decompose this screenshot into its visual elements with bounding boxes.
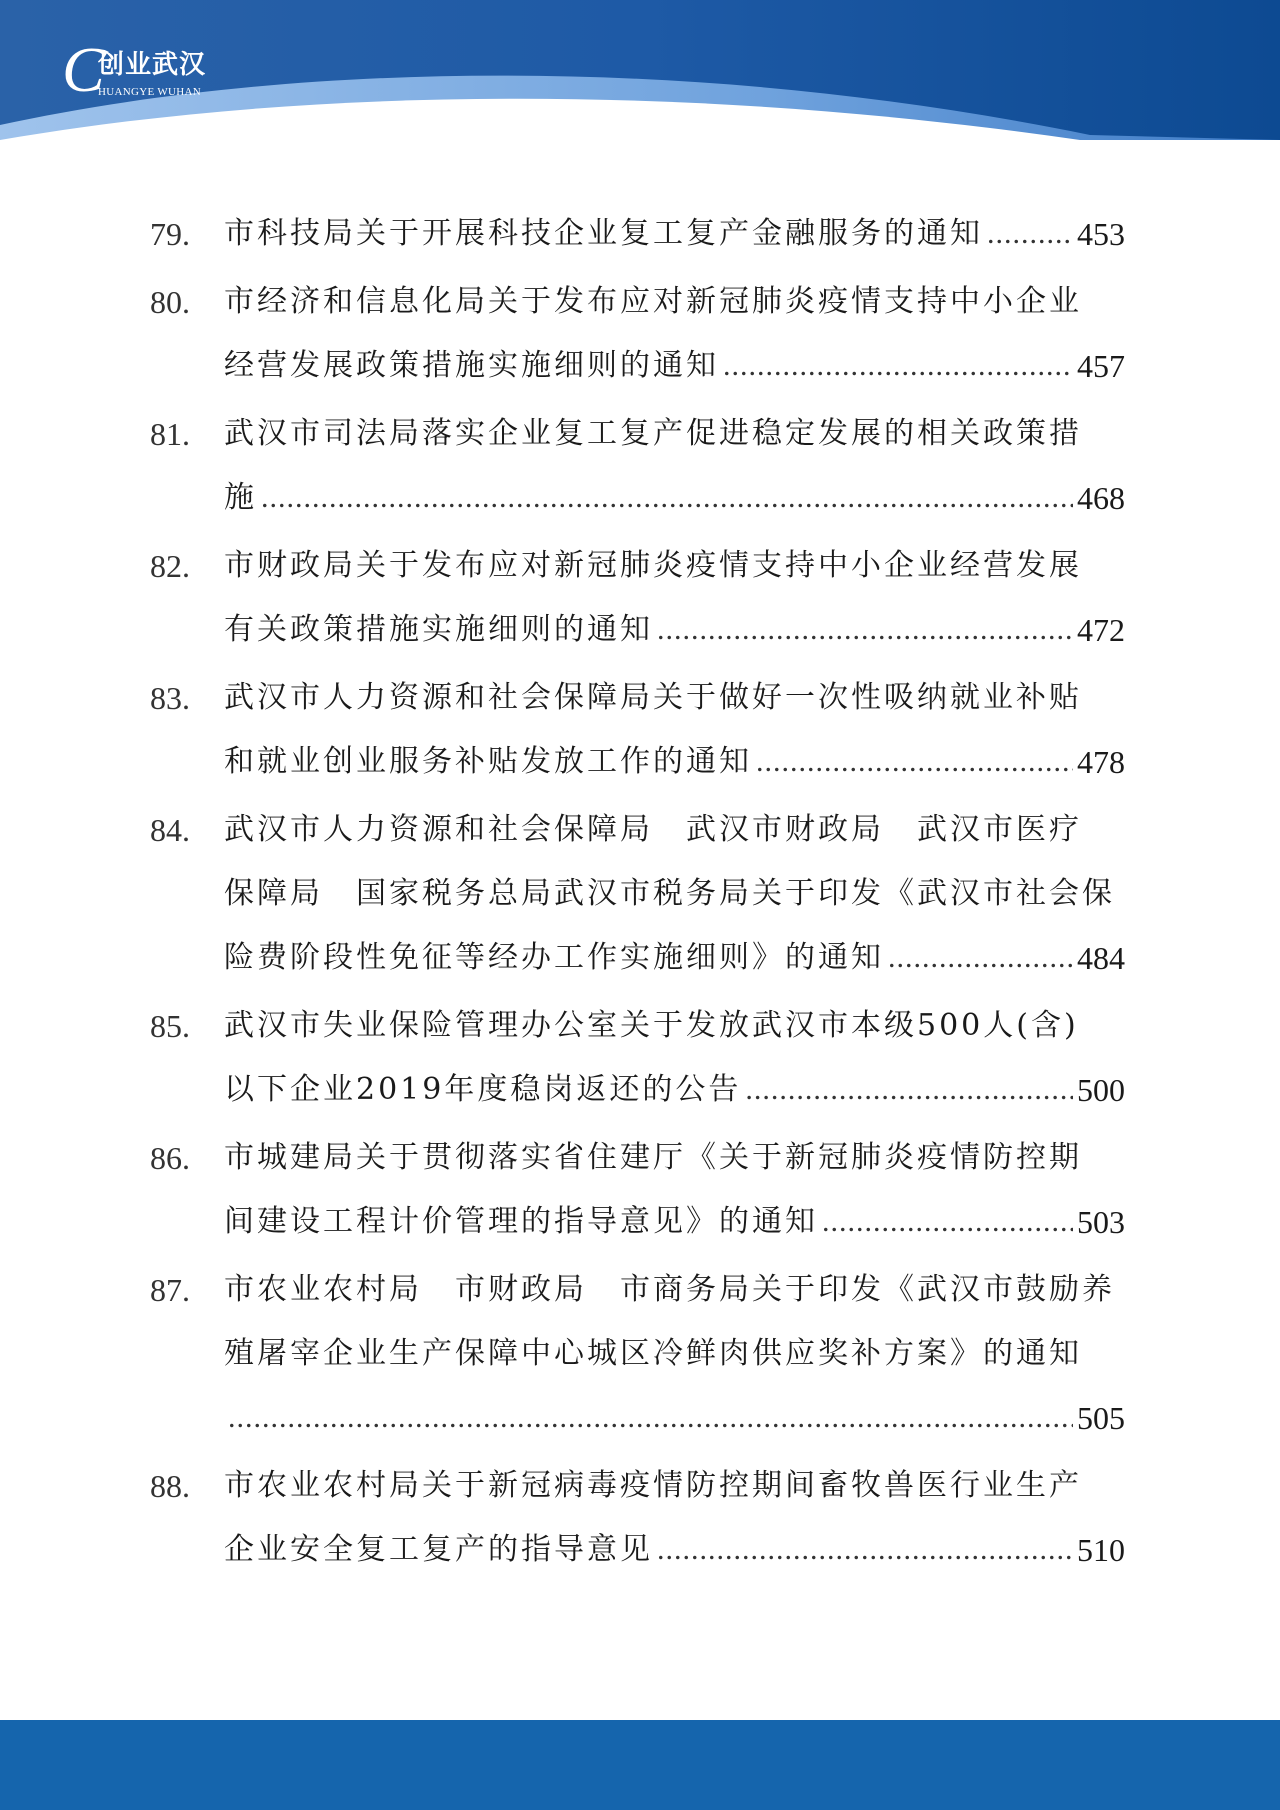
toc-page-number: 500 <box>1077 1072 1125 1108</box>
toc-entry-line <box>224 926 1125 990</box>
toc-entry-title: 市农业农村局关于新冠病毒疫情防控期间畜牧兽医行业生产 <box>224 1468 1082 1503</box>
toc-entry[interactable] <box>150 798 1125 990</box>
toc-entry-number: 86. <box>150 1140 190 1176</box>
toc-entry-line <box>224 1126 1125 1190</box>
toc-page-number: 478 <box>1077 744 1125 780</box>
toc-entry-number: 87. <box>150 1272 190 1308</box>
toc-entry-title: 经营发展政策措施实施细则的通知 <box>224 348 719 383</box>
toc-entry-title: 武汉市失业保险管理办公室关于发放武汉市本级500人(含) <box>224 1008 1079 1043</box>
toc-entry-line <box>224 202 1125 266</box>
toc-dot-leader <box>888 926 1073 990</box>
toc-entry-title: 武汉市司法局落实企业复工复产促进稳定发展的相关政策措 <box>224 416 1082 451</box>
toc-page-number: 468 <box>1077 480 1125 516</box>
toc-entry[interactable] <box>150 270 1125 398</box>
toc-entry-number: 85. <box>150 1008 190 1044</box>
page-header <box>0 0 1280 140</box>
toc-entry-line <box>224 1322 1125 1386</box>
toc-dot-leader <box>261 466 1073 530</box>
toc-entry-title: 险费阶段性免征等经办工作实施细则》的通知 <box>224 940 884 975</box>
toc-entry-title: 市科技局关于开展科技企业复工复产金融服务的通知 <box>224 216 983 251</box>
toc-entry-number: 80. <box>150 284 190 320</box>
toc-page-number: 472 <box>1077 612 1125 648</box>
toc-dot-leader <box>756 730 1073 794</box>
toc-page-number: 484 <box>1077 940 1125 976</box>
toc-entry-line <box>224 730 1125 794</box>
toc-entry-line <box>224 666 1125 730</box>
toc-entry-line <box>224 466 1125 530</box>
toc-entry-title: 有关政策措施实施细则的通知 <box>224 612 653 647</box>
toc-entry-title: 武汉市人力资源和社会保障局 武汉市财政局 武汉市医疗 <box>224 812 1082 847</box>
toc-entry-line <box>224 534 1125 598</box>
toc-entry-line <box>224 334 1125 398</box>
logo-text-en: HUANGYE WUHAN <box>98 86 201 98</box>
toc-entry-line <box>224 862 1125 926</box>
toc-entry-title: 施 <box>224 480 257 515</box>
toc-entry-line <box>224 798 1125 862</box>
toc-page-number: 510 <box>1077 1532 1125 1568</box>
toc-page-number: 503 <box>1077 1204 1125 1240</box>
toc-entry-title: 市经济和信息化局关于发布应对新冠肺炎疫情支持中小企业 <box>224 284 1082 319</box>
toc-dot-leader <box>987 202 1073 266</box>
toc-entry[interactable] <box>150 1258 1125 1450</box>
toc-entry-number: 81. <box>150 416 190 452</box>
toc-entry[interactable] <box>150 666 1125 794</box>
toc-entry-line <box>224 1386 1125 1450</box>
toc-dot-leader <box>228 1386 1073 1450</box>
logo <box>62 34 262 108</box>
toc-entry-number: 79. <box>150 216 190 252</box>
toc-entry-title: 和就业创业服务补贴发放工作的通知 <box>224 744 752 779</box>
toc-entry-title: 武汉市人力资源和社会保障局关于做好一次性吸纳就业补贴 <box>224 680 1082 715</box>
toc-entry-line <box>224 994 1125 1058</box>
toc-entry[interactable] <box>150 202 1125 266</box>
page-footer-bar <box>0 1720 1280 1810</box>
toc-entry-number: 88. <box>150 1468 190 1504</box>
toc-entry-title: 保障局 国家税务总局武汉市税务局关于印发《武汉市社会保 <box>224 876 1115 911</box>
logo-mark: C <box>62 34 105 105</box>
toc-entry-title: 间建设工程计价管理的指导意见》的通知 <box>224 1204 818 1239</box>
table-of-contents <box>150 202 1125 1586</box>
toc-entry-title: 市财政局关于发布应对新冠肺炎疫情支持中小企业经营发展 <box>224 548 1082 583</box>
toc-entry-line <box>224 1190 1125 1254</box>
toc-entry-title: 市城建局关于贯彻落实省住建厅《关于新冠肺炎疫情防控期 <box>224 1140 1082 1175</box>
toc-page-number: 505 <box>1077 1400 1125 1436</box>
toc-entry-title: 市农业农村局 市财政局 市商务局关于印发《武汉市鼓励养 <box>224 1272 1115 1307</box>
toc-entry-title: 企业安全复工复产的指导意见 <box>224 1532 653 1567</box>
toc-entry[interactable] <box>150 1454 1125 1582</box>
toc-dot-leader <box>657 598 1073 662</box>
toc-dot-leader <box>657 1518 1073 1582</box>
toc-entry-line <box>224 598 1125 662</box>
toc-entry-number: 82. <box>150 548 190 584</box>
toc-entry-line <box>224 1454 1125 1518</box>
toc-entry-line <box>224 402 1125 466</box>
toc-entry-line <box>224 270 1125 334</box>
toc-entry[interactable] <box>150 402 1125 530</box>
toc-entry-title: 以下企业2019年度稳岗返还的公告 <box>224 1072 742 1107</box>
toc-entry-line <box>224 1058 1125 1122</box>
toc-dot-leader <box>822 1190 1073 1254</box>
toc-entry-line <box>224 1518 1125 1582</box>
toc-dot-leader <box>745 1058 1073 1122</box>
toc-entry-number: 84. <box>150 812 190 848</box>
toc-entry-number: 83. <box>150 680 190 716</box>
toc-entry[interactable] <box>150 534 1125 662</box>
toc-dot-leader <box>723 334 1073 398</box>
toc-page-number: 457 <box>1077 348 1125 384</box>
toc-entry[interactable] <box>150 1126 1125 1254</box>
logo-text-cn: 创业武汉 <box>98 50 207 80</box>
toc-entry[interactable] <box>150 994 1125 1122</box>
toc-entry-line <box>224 1258 1125 1322</box>
toc-page-number: 453 <box>1077 216 1125 252</box>
toc-entry-title: 殖屠宰企业生产保障中心城区冷鲜肉供应奖补方案》的通知 <box>224 1336 1082 1371</box>
